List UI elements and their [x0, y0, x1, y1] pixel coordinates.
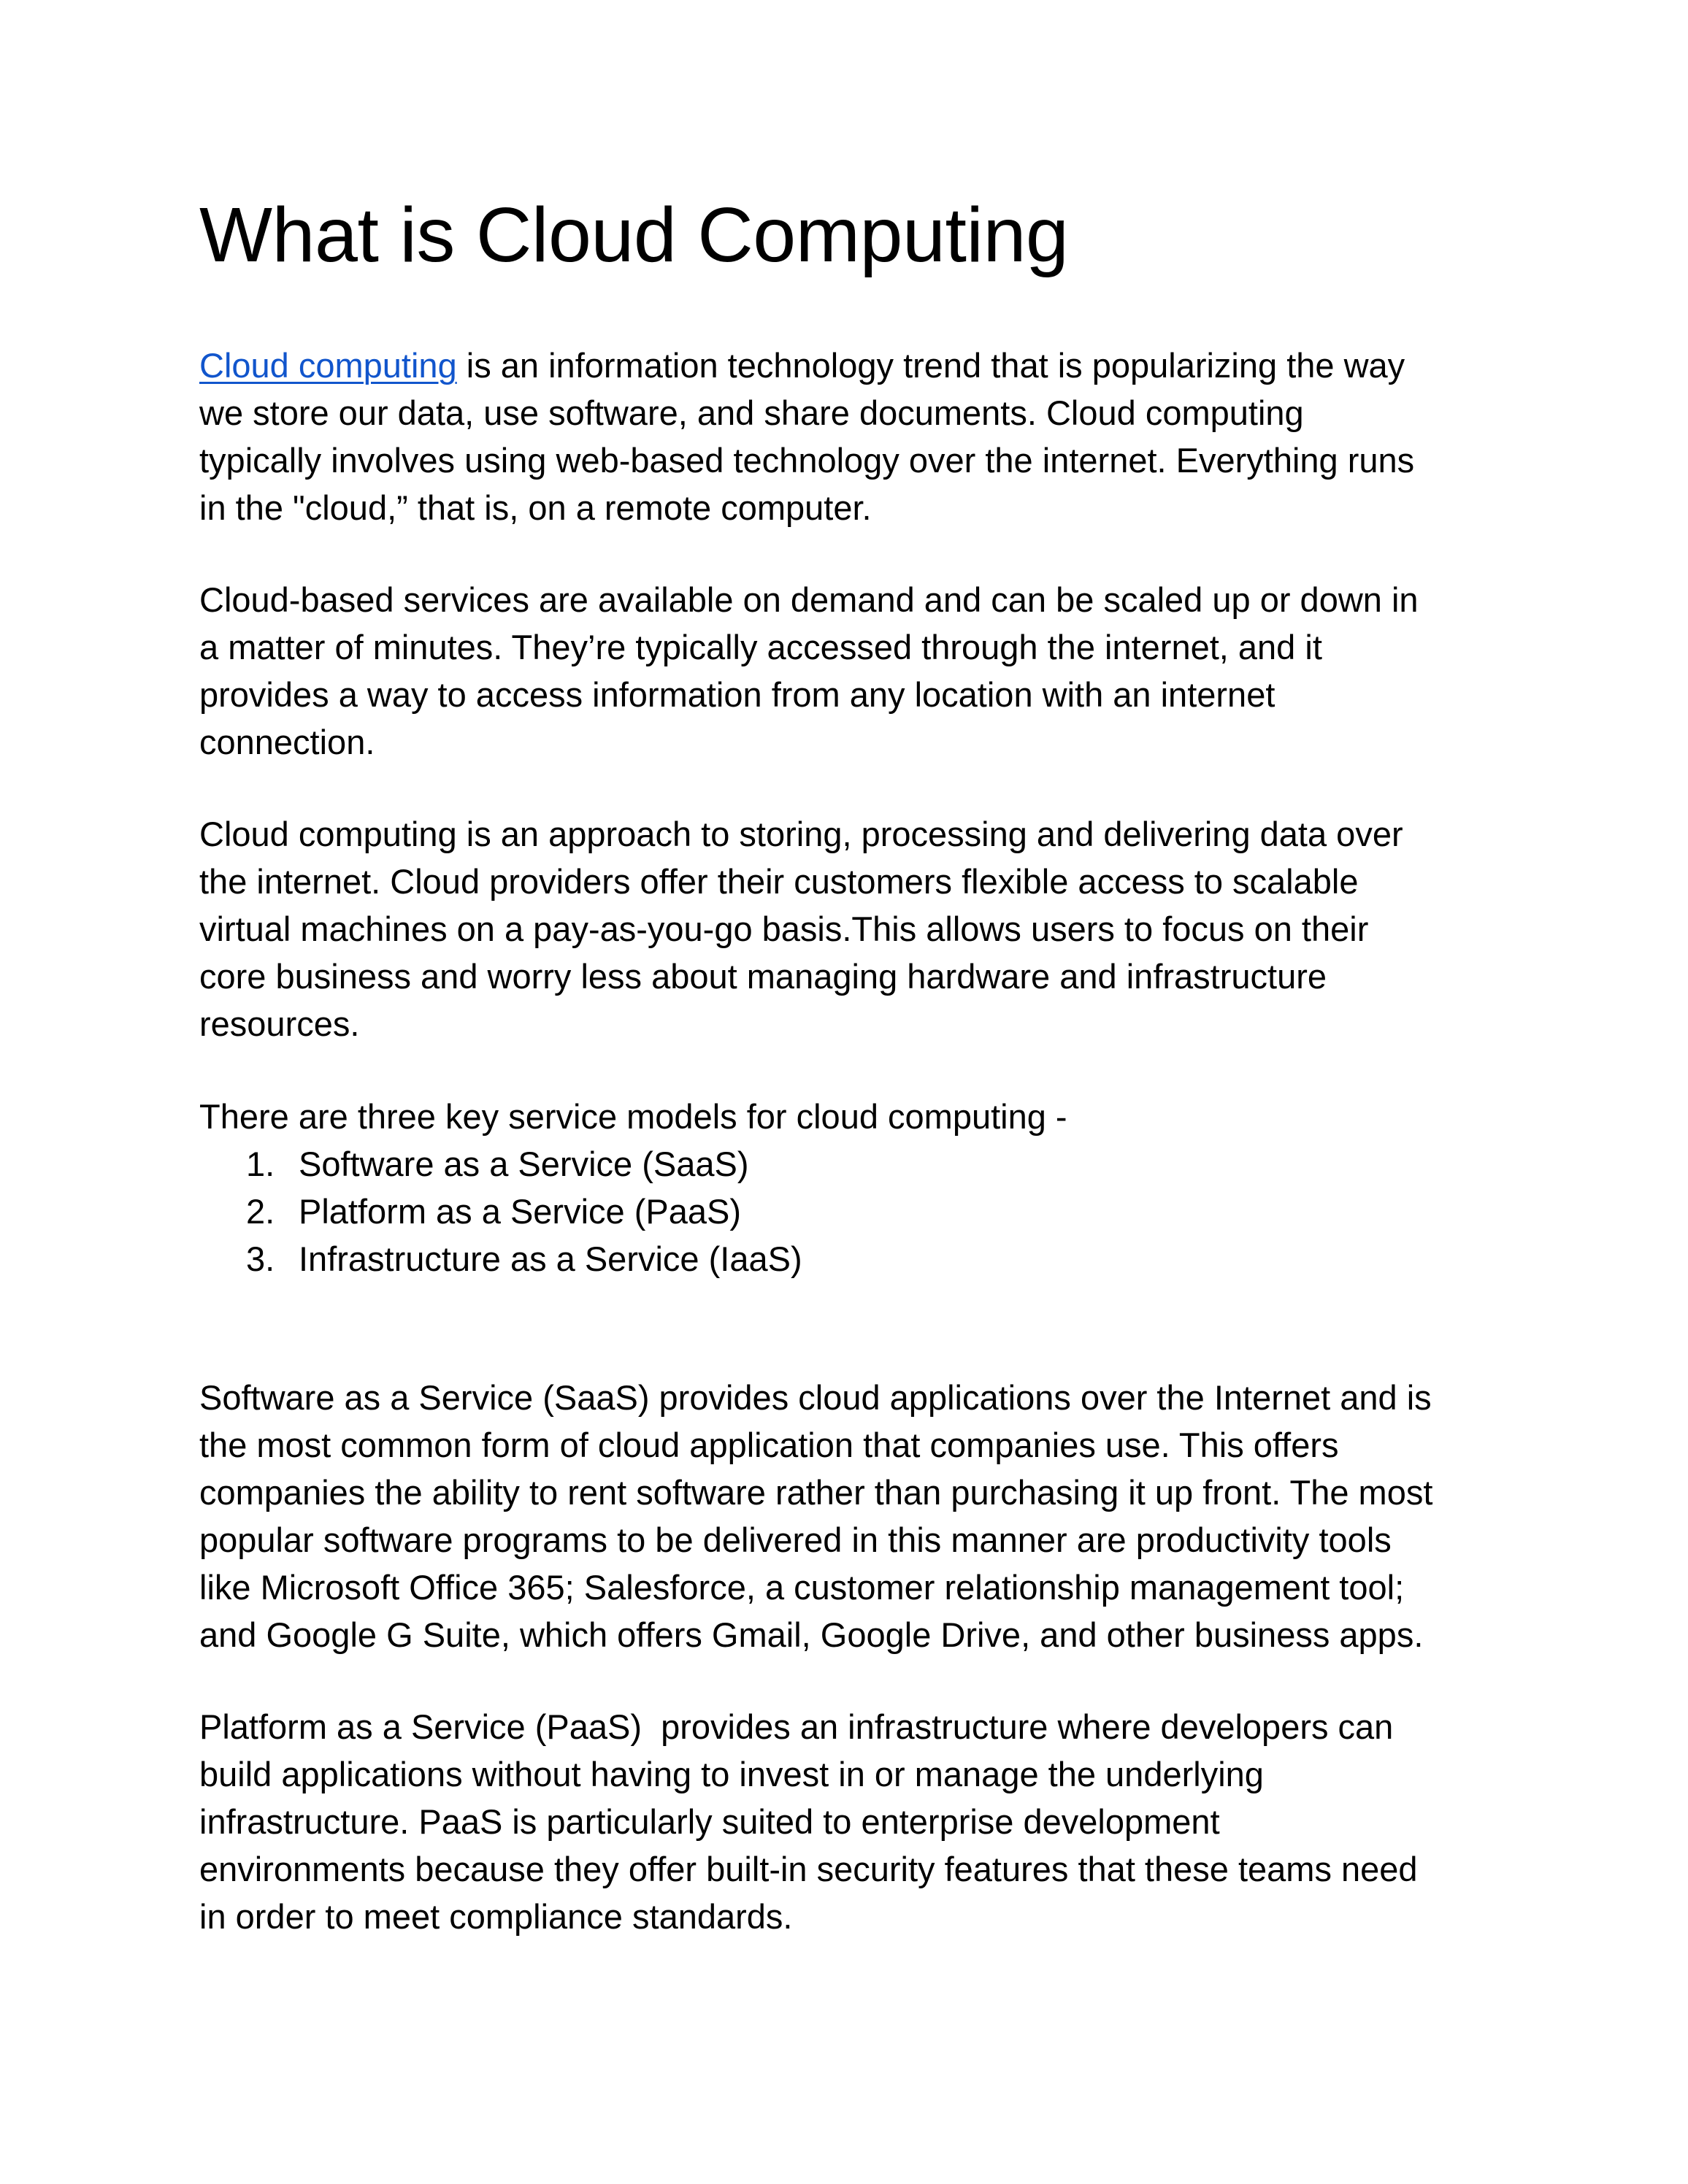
list-item-number: 1. [246, 1145, 275, 1183]
list-item-label: Platform as a Service (PaaS) [299, 1192, 741, 1231]
list-item-number: 3. [246, 1239, 275, 1278]
list-item [199, 1188, 802, 1235]
list-item-number: 2. [246, 1192, 275, 1231]
paragraph-line: Software as a Service (SaaS) provides cloud applications over the Internet and is [199, 1378, 1432, 1417]
paragraph-line: the most common form of cloud application that companies use. This offers [199, 1426, 1339, 1464]
cloud-computing-link[interactable]: Cloud computing [199, 346, 457, 385]
paragraph-line: connection. [199, 723, 375, 761]
paragraph-line: Cloud computing is an approach to storing, processing and delivering data over [199, 815, 1403, 853]
intro-line-2: we store our data, use software, and share documents. Cloud computing [199, 393, 1304, 432]
intro-paragraph [199, 342, 1506, 531]
list-item-label: Infrastructure as a Service (IaaS) [299, 1239, 802, 1278]
paragraph-line: Platform as a Service (PaaS) provides an infrastructure where developers can [199, 1707, 1394, 1746]
list-item [199, 1140, 802, 1188]
paragraph-line: Cloud-based services are available on demand and can be scaled up or down in [199, 580, 1419, 619]
intro-line-3: typically involves using web-based technology over the internet. Everything runs [199, 441, 1415, 480]
paragraph-line: infrastructure. PaaS is particularly suited to enterprise development [199, 1802, 1220, 1841]
paragraph-line: core business and worry less about managing hardware and infrastructure [199, 957, 1327, 996]
paragraph-line: and Google G Suite, which offers Gmail, Google Drive, and other business apps. [199, 1615, 1424, 1654]
paragraph-line: provides a way to access information from any location with an internet [199, 675, 1275, 714]
paragraph-line: build applications without having to invest in or manage the underlying [199, 1755, 1264, 1793]
intro-line-1-text: is an information technology trend that is popularizing the way [456, 346, 1405, 385]
service-models-list [199, 1140, 802, 1283]
intro-line-1 [199, 342, 1506, 389]
paragraph-line: the internet. Cloud providers offer their customers flexible access to scalable [199, 862, 1359, 901]
paragraph-line: like Microsoft Office 365; Salesforce, a customer relationship management tool; [199, 1568, 1405, 1607]
list-item [199, 1235, 802, 1283]
intro-line-4: in the "cloud,” that is, on a remote computer. [199, 488, 872, 527]
paragraph-line: in order to meet compliance standards. [199, 1897, 793, 1936]
paragraph-line: environments because they offer built-in security features that these teams need [199, 1850, 1418, 1888]
document-title: What is Cloud Computing [199, 192, 1069, 278]
services-paragraph [199, 576, 1506, 766]
saas-paragraph [199, 1374, 1506, 1658]
approach-paragraph [199, 810, 1506, 1047]
paragraph-line: companies the ability to rent software rather than purchasing it up front. The most [199, 1473, 1433, 1512]
paragraph-line: virtual machines on a pay-as-you-go basis.This allows users to focus on their [199, 910, 1369, 948]
paragraph-line: a matter of minutes. They’re typically accessed through the internet, and it [199, 628, 1322, 666]
paas-paragraph [199, 1703, 1506, 1940]
paragraph-line: resources. [199, 1004, 360, 1043]
paragraph-line: popular software programs to be delivered in this manner are productivity tools [199, 1520, 1392, 1559]
models-intro-text: There are three key service models for cloud computing - [199, 1097, 1067, 1136]
list-item-label: Software as a Service (SaaS) [299, 1145, 749, 1183]
models-intro [199, 1093, 1506, 1140]
